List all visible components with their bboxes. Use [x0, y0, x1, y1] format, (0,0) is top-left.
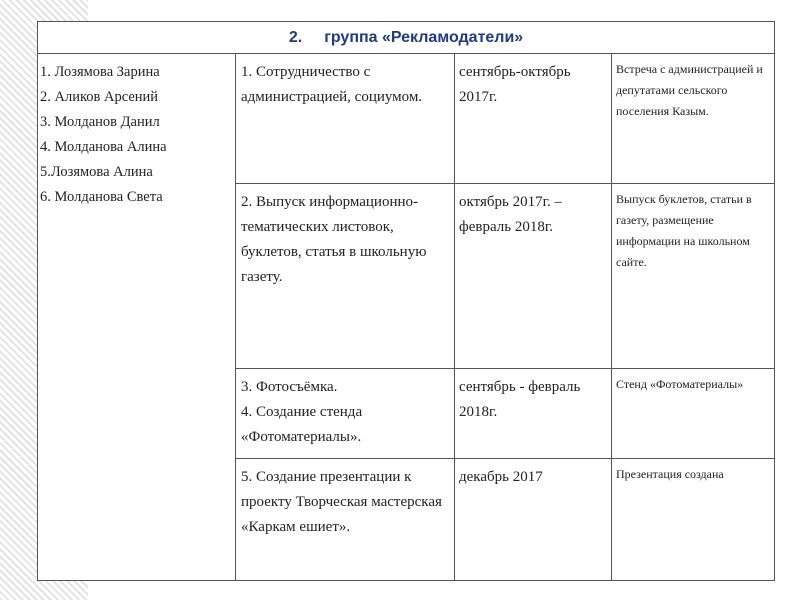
member-item: 4. Молданова Алина: [40, 139, 167, 155]
result-cell: Выпуск буклетов, статьи в газету, размещение информации на школьном сайте.: [612, 184, 775, 369]
result-cell: Встреча с администрацией и депутатами сельского поселения Казым.: [612, 54, 775, 184]
result-cell: Стенд «Фотоматериалы»: [612, 369, 775, 459]
member-item: 6. Молданова Света: [40, 189, 163, 205]
members-cell: [38, 54, 236, 581]
member-item: 2. Аликов Арсений: [40, 89, 159, 105]
task-line: 4. Создание стенда «Фотоматериалы».: [241, 404, 363, 445]
period-cell: октябрь 2017г. – февраль 2018г.: [455, 184, 612, 369]
task-cell: 2. Выпуск информационно-тематических листовок, буклетов, статья в школьную газету.: [236, 184, 455, 369]
period-cell: сентябрь-октябрь 2017г.: [455, 54, 612, 184]
task-cell: 5. Создание презентации к проекту Творческая мастерская «Каркам ешиет».: [236, 459, 455, 581]
result-cell: Презентация создана: [612, 459, 775, 581]
group-name: группа «Рекламодатели»: [324, 28, 524, 46]
task-line: 3. Фотосъёмка.: [241, 379, 338, 395]
member-item: 5.Лозямова Алина: [40, 164, 153, 180]
group-title: [38, 22, 775, 54]
group-number: 2.: [288, 28, 303, 46]
task-cell: [236, 369, 455, 459]
period-cell: сентябрь - февраль 2018г.: [455, 369, 612, 459]
group-table: [37, 21, 775, 581]
member-item: 3. Молданов Данил: [40, 114, 160, 130]
member-item: 1. Лозямова Зарина: [40, 64, 160, 80]
task-cell: 1. Сотрудничество с администрацией, социумом.: [236, 54, 455, 184]
period-cell: декабрь 2017: [455, 459, 612, 581]
